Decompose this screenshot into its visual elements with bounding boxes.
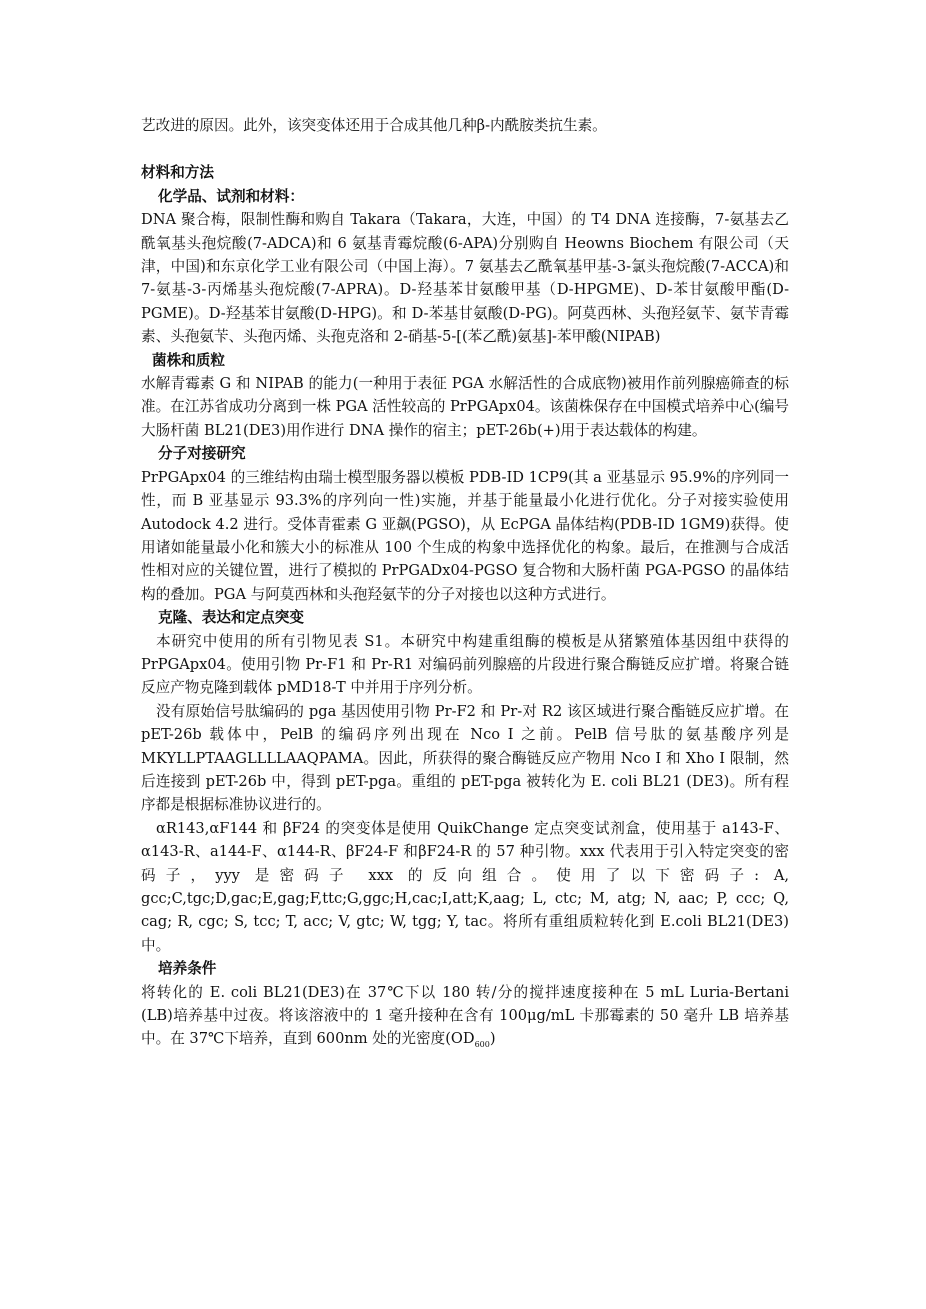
paragraph-cloning-2: 没有原始信号肽编码的 pga 基因使用引物 Pr-F2 和 Pr-对 R2 该区域进行聚合酯链反应扩增。在 pET-26b 载体中，PelB 的编码序列出现在 Nco I 之前。PelB 信号肽的氨基酸序列是 MKYLLPTAAGLLLLAAQPAMA。因此，所获得的聚合酶链反应产物用 Nco I 和 Xho I 限制，然后连接到 pET-26b 中，得到 pET-pga。重组的 pET-pga 被转化为 E. coli BL21 (DE3)。所有程序都是根据标准协议进行的。 bbox=[141, 702, 789, 814]
paragraph-strains: 水解青霉素 G 和 NIPAB 的能力(一种用于表征 PGA 水解活性的合成底物)被用作前列腺癌筛查的标准。在江苏省成功分离到一株 PGA 活性较高的 PrPGApx04。该菌株保存在中国模式培养中心(编号大肠杆菌 BL21(DE3)用作进行 DNA 操作的宿主；pET-26b(+)用于表达载体的构建。 bbox=[141, 375, 789, 439]
od-subscript: 600 bbox=[474, 1040, 490, 1050]
paragraph-cloning-3: αR143,αF144 和 βF24 的突变体是使用 QuikChange 定点突变试剂盒，使用基于 a143-F、α143-R、a144-F、α144-R、βF24-F 和βF24-R 的 57 种引物。xxx 代表用于引入特定突变的密码子，yyy 是密码子 xxx 的反向组合。使用了以下密码子: A, gcc;C,tgc;D,gac;E,gag;F,ttc;G,ggc;H,cac;I,att;K,aag; L, ctc; M, atg; N, aac; P, ccc; Q, cag; R, cgc; S, tcc; T, acc; V, gtc; W, tgg; Y, tac。将所有重组质粒转化到 E.coli BL21(DE3)中。 bbox=[141, 819, 789, 954]
subsection-heading-strains: 菌株和质粒 bbox=[152, 351, 225, 369]
intro-tail-paragraph: 艺改进的原因。此外，该突变体还用于合成其他几种β-内酰胺类抗生素。 bbox=[141, 117, 607, 134]
od-close-paren: ) bbox=[489, 1030, 496, 1048]
document-body bbox=[141, 114, 789, 1051]
subsection-heading-culture: 培养条件 bbox=[158, 960, 217, 978]
paragraph-docking: PrPGApx04 的三维结构由瑞士模型服务器以模板 PDB-ID 1CP9(其 a 亚基显示 95.9%的序列同一性，而 B 亚基显示 93.3%的序列向一性)实施，并基于能量最小化进行优化。分子对接实验使用 Autodock 4.2 进行。受体青霍素 G 亚飙(PGSO)，从 EcPGA 晶体结构(PDB-ID 1GM9)获得。使用诸如能量最小化和簇大小的标准从 100 个生成的构象中选择优化的构象。最后，在推测与合成活性相对应的关键位置，进行了模拟的 PrPGADx04-PGSO 复合物和大肠杆菌 PGA-PGSO 的晶体结构的叠加。PGA 与阿莫西林和头孢羟氨苄的分子对接也以这种方式进行。 bbox=[141, 468, 789, 603]
subsection-heading-chemicals: 化学品、试剂和材料： bbox=[158, 187, 304, 205]
subsection-heading-cloning: 克隆、表达和定点突变 bbox=[158, 609, 304, 627]
paragraph-cloning-1: 本研究中使用的所有引物见表 S1。本研究中构建重组酶的模板是从猪繁殖体基因组中获得的 PrPGApx04。使用引物 Pr-F1 和 Pr-R1 对编码前列腺癌的片段进行聚合酶链反应扩增。将聚合链反应产物克隆到载体 pMD18-T 中并用于序列分析。 bbox=[141, 632, 789, 697]
paragraph-chemicals: DNA 聚合梅，限制性酶和购自 Takara（Takara，大连，中国）的 T4 DNA 连接酶，7-氨基去乙酰氧基头孢烷酸(7-ADCA)和 6 氨基青霉烷酸(6-APA)分别购自 Heowns Biochem 有限公司（天津，中国)和东京化学工业有限公司（中国上海）。7 氨基去乙酰氧基甲基-3-氯头孢烷酸(7-ACCA)和 7-氨基-3-丙烯基头孢烷酸(7-APRA)。D-羟基苯甘氨酸甲基（D-HPGME)、D-苯甘氨酸甲酯(D-PGME)。D-羟基苯甘氨酸(D-HPG)。和 D-苯基甘氨酸(D-PG)。阿莫西林、头孢羟氨苄、氨苄青霉素、头孢氨苄、头孢丙烯、头孢克洛和 2-硝基-5-[(苯乙酰)氨基]-苯甲酸(NIPAB) bbox=[141, 211, 789, 346]
subsection-heading-docking: 分子对接研究 bbox=[158, 445, 246, 463]
paragraph-culture-text: 将转化的 E. coli BL21(DE3)在 37℃下以 180 转/分的搅拌速度接种在 5 mL Luria-Bertani (LB)培养基中过夜。将该溶液中的 1 毫升接种在含有 100μg/mL 卡那霉素的 50 毫升 LB 培养基中。在 37℃下培养，直到 600nm 处的光密度(OD bbox=[141, 983, 789, 1048]
section-title: 材料和方法 bbox=[141, 164, 214, 182]
paragraph-culture bbox=[141, 981, 789, 1051]
